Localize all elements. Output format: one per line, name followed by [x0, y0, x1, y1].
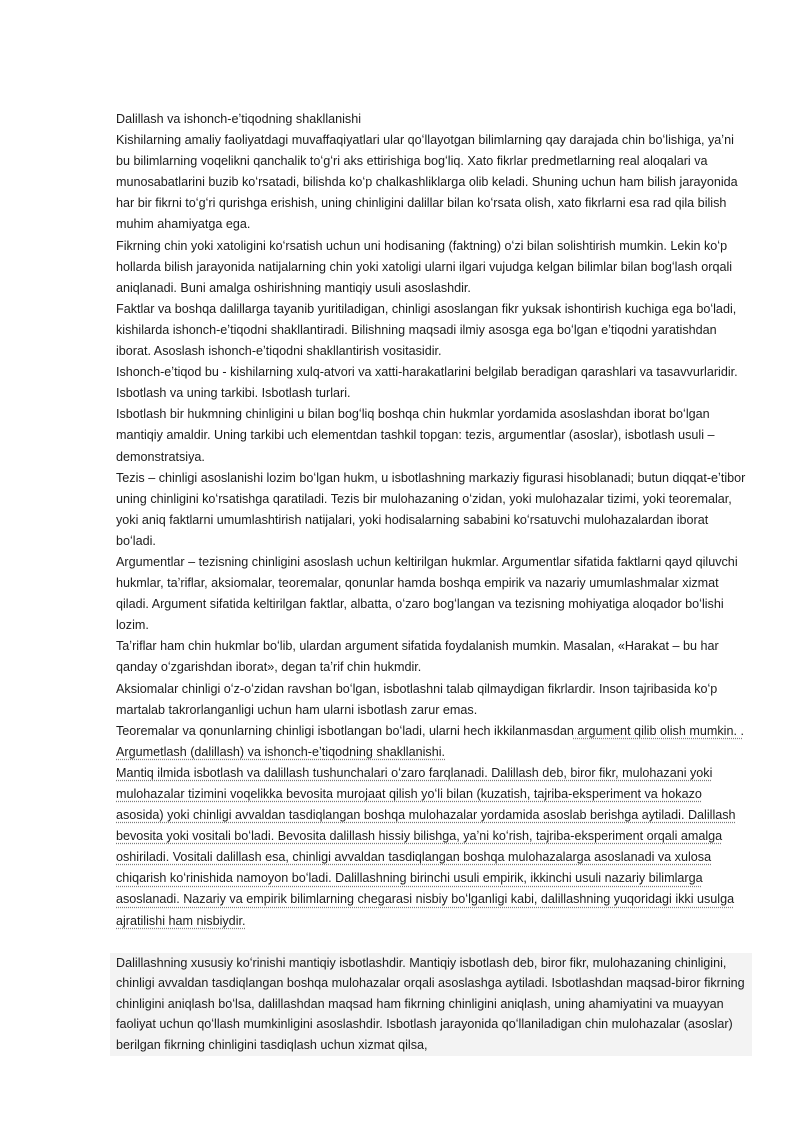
paragraph: Isbotlash bir hukmning chinligini u bilan bogʻliq boshqa chin hukmlar yordamida asoslashdan iborat boʻlgan mantiqiy amaldir. Uning tarkibi uch elementdan tashkil topgan: tezis, argumentlar (asoslar), isbotlash usuli – demonstratsiya.	[116, 407, 715, 464]
plain-text: Teoremalar va qonunlarning chinligi isbotlangan boʻladi, ularni hech ikkilanmasdan	[116, 723, 574, 738]
paragraph: Tezis – chinligi asoslanishi lozim boʻlgan hukm, u isbotlashning markaziy figurasi hisoblanadi; butun diqqat-eʼtibor uning chinligini koʻrsatishga qaratiladi. Tezis bir mulohazaning oʻzidan, yoki mulohazalar tizimi, yoki teoremalar, yoki aniq faktlarni umumlashtirish natijalari, yoki hodisalarning sababini koʻrsatuvchi mulohazalardan iborat boʻladi.	[116, 470, 746, 548]
mixed-paragraph	[116, 721, 746, 763]
paragraph: Argumentlar – tezisning chinligini asoslash uchun keltirilgan hukmlar. Argumentlar sifatida faktlarni qayd qiluvchi hukmlar, taʼriflar, aksiomalar, teoremalar, qonunlar hamda boshqa empirik va nazariy umumlashmalar xizmat qiladi. Argument sifatida keltirilgan faktlar, albatta, oʻzaro bogʻlangan va tezisning mohiyatiga aloqador boʻlishi lozim.	[116, 554, 738, 633]
underlined-text: argument qilib olish mumkin. . Argumetlash (dalillash) va ishonch-eʼtiqodning shakllanishi.	[116, 723, 744, 759]
paragraph: Ishonch-eʼtiqod bu - kishilarning xulq-atvori va xatti-harakatlarini belgilab beradigan qarashlari va tasavvurlaridir.	[116, 365, 738, 380]
document-title: Dalillash va ishonch-eʼtiqodning shakllanishi	[116, 112, 362, 126]
section-heading: Isbotlash va uning tarkibi. Isbotlash turlari.	[116, 386, 351, 401]
paragraph: Kishilarning amaliy faoliyatdagi muvaffaqiyatlari ular qoʻllayotgan bilimlarning qay darajada chin boʻlishiga, yaʼni bu bilimlarning voqelikni qanchalik toʻgʻri aks ettirishiga bogʻliq. Xato fikrlar predmetlarning real aloqalari va munosabatlarini buzib koʻrsatadi, bilishda koʻp chalkashliklarga olib keladi. Shuning uchun ham bilish jarayonida har bir fikrni toʻgʻri qurishga erishish, uning chinligini dalillar bilan koʻrsata olish, xato fikrlarni esa rad qila bilish muhim ahamiyatga ega.	[116, 133, 738, 232]
empty-line	[116, 932, 746, 953]
paragraph: Fikrning chin yoki xatoligini koʻrsatish uchun uni hodisaning (faktning) oʻzi bilan solishtirish mumkin. Lekin koʻp hollarda bilish jarayonida natijalarning chin yoki xatoligi ularni ilgari vujudga kelgan bilimlar bilan bogʻlash orqali aniqlanadi. Buni amalga oshirishning mantiqiy usuli asoslashdir.	[116, 238, 733, 295]
paragraph: Taʼriflar ham chin hukmlar boʻlib, ulardan argument sifatida foydalanish mumkin. Masalan, «Harakat – bu har qanday oʻzgarishdan iborat», degan taʼrif chin hukmdir.	[116, 639, 719, 675]
underlined-paragraph: Mantiq ilmida isbotlash va dalillash tushunchalari oʻzaro farqlanadi. Dalillash deb, biror fikr, mulohazani yoki mulohazalar tizimini voqelikka bevosita murojaat qilish yoʻli bilan (kuzatish, tajriba-eksperiment va hokazo asosida) yoki chinligi avvaldan tasdiqlangan boshqa mulohazalar yordamida asoslab berishga aytiladi. Dalillash bevosita yoki vositali boʻladi. Bevosita dalillash hissiy bilishga, yaʼni koʻrish, tajriba-eksperiment orqali amalga oshiriladi. Vositali dalillash esa, chinligi avvaldan tasdiqlangan boshqa mulohazalarga asoslanadi va xulosa chiqarish koʻrinishida namoyon boʻladi. Dalillashning birinchi usuli empirik, ikkinchi usuli nazariy bilimlarga asoslanadi. Nazariy va empirik bilimlarning chegarasi nisbiy boʻlganligi kabi, dalillashning yuqoridagi ikki usulga ajratilishi ham nisbiydir.	[116, 765, 736, 928]
paragraph: Faktlar va boshqa dalillarga tayanib yuritiladigan, chinligi asoslangan fikr yuksak ishontirish kuchiga ega boʻladi, kishilarda ishonch-eʼtiqodni shakllantiradi. Bilishning maqsadi ilmiy asosga ega boʻlgan eʼtiqodni yaratishdan iborat. Asoslash ishonch-eʼtiqodni shakllantirish vositasidir.	[116, 301, 737, 359]
document-body	[116, 109, 746, 1056]
paragraph: Aksiomalar chinligi oʻz-oʻzidan ravshan boʻlgan, isbotlashni talab qilmaydigan fikrlardir. Inson tajribasida koʻp martalab takrorlanganligi uchun ham ularni isbotlash zarur emas.	[116, 681, 718, 717]
shaded-paragraph: Dalillashning xususiy koʻrinishi mantiqiy isbotlashdir. Mantiqiy isbotlash deb, biror fikr, mulohazaning chinligini, chinligi avvaldan tasdiqlangan boshqa mulohazalar orqali asoslashga aytiladi. Isbotlashdan maqsad-biror fikrning chinligini aniqlash boʻlsa, dalillashdan maqsad ham fikrning chinligini aniqlash, uning ahamiyatini va muayyan faoliyat uchun qoʻllash mumkinligini asoslashdir. Isbotlash jarayonida qoʻllaniladigan chin mulohazalar (asoslar) berilgan fikrning chinligini tasdiqlash uchun xizmat qilsa,	[110, 953, 752, 1056]
